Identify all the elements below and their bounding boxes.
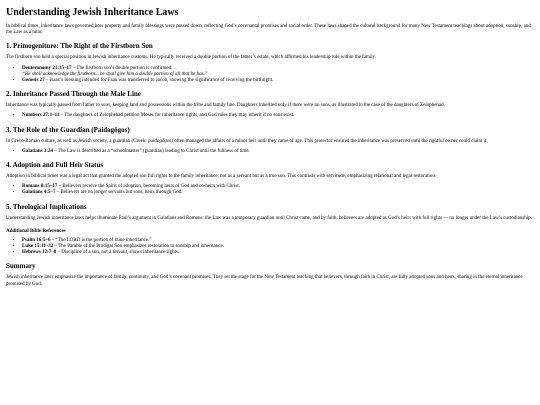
ref-text: – “The LORD is the portion of mine inheritance.” <box>50 237 152 243</box>
list-item <box>22 250 534 256</box>
reference-list <box>6 113 534 119</box>
scripture-ref: Numbers 27:1–11 <box>22 113 60 119</box>
section-heading: 2. Inheritance Passed Through the Male Line <box>6 90 141 99</box>
subsection-heading: Additional Bible References <box>6 228 66 234</box>
list-item <box>22 66 534 78</box>
list-item <box>22 113 534 119</box>
scripture-ref: Deuteronomy 21:15–17 <box>22 65 72 71</box>
ref-text: – Discipline of a son, not a servant, shows inheritance rights. <box>56 250 180 256</box>
body-text: ) often managed the affairs of a minor heir until they came of age. This protector ensured the inheritance was preserved until the rightful owner could claim it. <box>171 138 488 144</box>
ref-text: – Isaac’s blessing intended for Esau was transferred to Jacob, showing the significance of receiving the birthright. <box>44 78 274 84</box>
section-body: Inheritance was typically passed from father to sons, keeping land and possessions within the tribe and family line. Daughters inherited only if there were no sons, as illustrated in the case of the daughters of Zelophehad. <box>6 103 445 109</box>
scripture-ref: Hebrews 12:7–8 <box>22 250 57 256</box>
section-heading: 4. Adoption and Full Heir Status <box>6 161 104 170</box>
section-body: Adoption in biblical times was a legal act that granted the adopted son full rights to the family inheritance, not as a servant but as a true son. This contrasts with servitude, emphasizing relational and legal restoration. <box>6 174 437 180</box>
scripture-ref: Luke 15:11–32 <box>22 244 54 250</box>
ref-text: – The Parable of the Prodigal Son emphasizes restoration to sonship and inheritance. <box>53 244 224 250</box>
section-heading: 3. The Role of the Guardian (Paidagōgos) <box>6 125 130 134</box>
section-heading: 5. Theological Implications <box>6 202 87 211</box>
ref-text: – Believers receive the Spirit of adoption, becoming heirs of God and co-heirs with Christ. <box>57 184 241 190</box>
list-item <box>22 78 534 84</box>
ref-text: – The daughters of Zelophehad petition Moses for inheritance rights, and God rules they may inherit if no sons exist. <box>59 113 295 119</box>
section-body: Understanding Jewish inheritance laws helps illuminate Paul’s argument in Galatians and Romans: the Law was a temporary guardian until Christ came, and by faith, believers are adopted as God’s heirs with full rights — no longer under the Law’s custodianship. <box>6 215 532 221</box>
list-item <box>22 190 534 196</box>
body-text: In Greco-Roman culture, as well as Jewish society, a guardian (Greek: <box>6 138 148 144</box>
ref-text: – The firstborn son’s double portion is confirmed: <box>71 65 173 71</box>
summary-heading: Summary <box>6 262 36 271</box>
section-heading: 1. Primogeniture: The Right of the Firstborn Son <box>6 42 153 51</box>
section-body <box>6 139 534 145</box>
scripture-ref: Galatians 3:24 <box>22 148 53 154</box>
list-item <box>22 149 534 155</box>
ref-text: – Believers are no longer servants but sons, heirs through God. <box>55 190 183 196</box>
ref-quote: “He shall acknowledge the firstborn... he shall give him a double portion of all that he has.” <box>22 71 208 77</box>
reference-list <box>6 184 534 196</box>
page-title: Understanding Jewish Inheritance Laws <box>6 7 179 18</box>
ref-text: – The Law is described as a “schoolmaster” (guardian) leading to Christ until the fullness of time. <box>52 148 250 154</box>
scripture-ref: Genesis 27 <box>22 78 45 84</box>
scripture-ref: Romans 8:15–17 <box>22 184 58 190</box>
reference-list <box>6 149 534 155</box>
reference-list <box>6 66 534 85</box>
scripture-ref: Galatians 4:5–7 <box>22 190 56 196</box>
summary-body: Jewish inheritance laws emphasize the importance of family, continuity, and God’s covenant promises. They set the stage for the New Testament teaching that believers, through faith in Christ, are fully adopted sons and heirs, sharing in the eternal inheritance promised by God. <box>6 275 523 287</box>
reference-list <box>6 238 534 257</box>
intro-paragraph: In biblical times, inheritance laws governed how property and family blessings were passed down, reflecting God’s covenantal promises and social order. These laws shaped the cultural background for many New Testament teachings about adoption, sonship, and the Law as a tutor. <box>6 24 531 36</box>
scripture-ref: Psalm 16:5–6 <box>22 237 51 243</box>
section-body: The firstborn son held a special position in Jewish inheritance customs. He typically received a double portion of the father’s estate, which affirmed his leadership role within the family. <box>6 55 377 61</box>
greek-term: paidagōgos <box>148 138 172 144</box>
